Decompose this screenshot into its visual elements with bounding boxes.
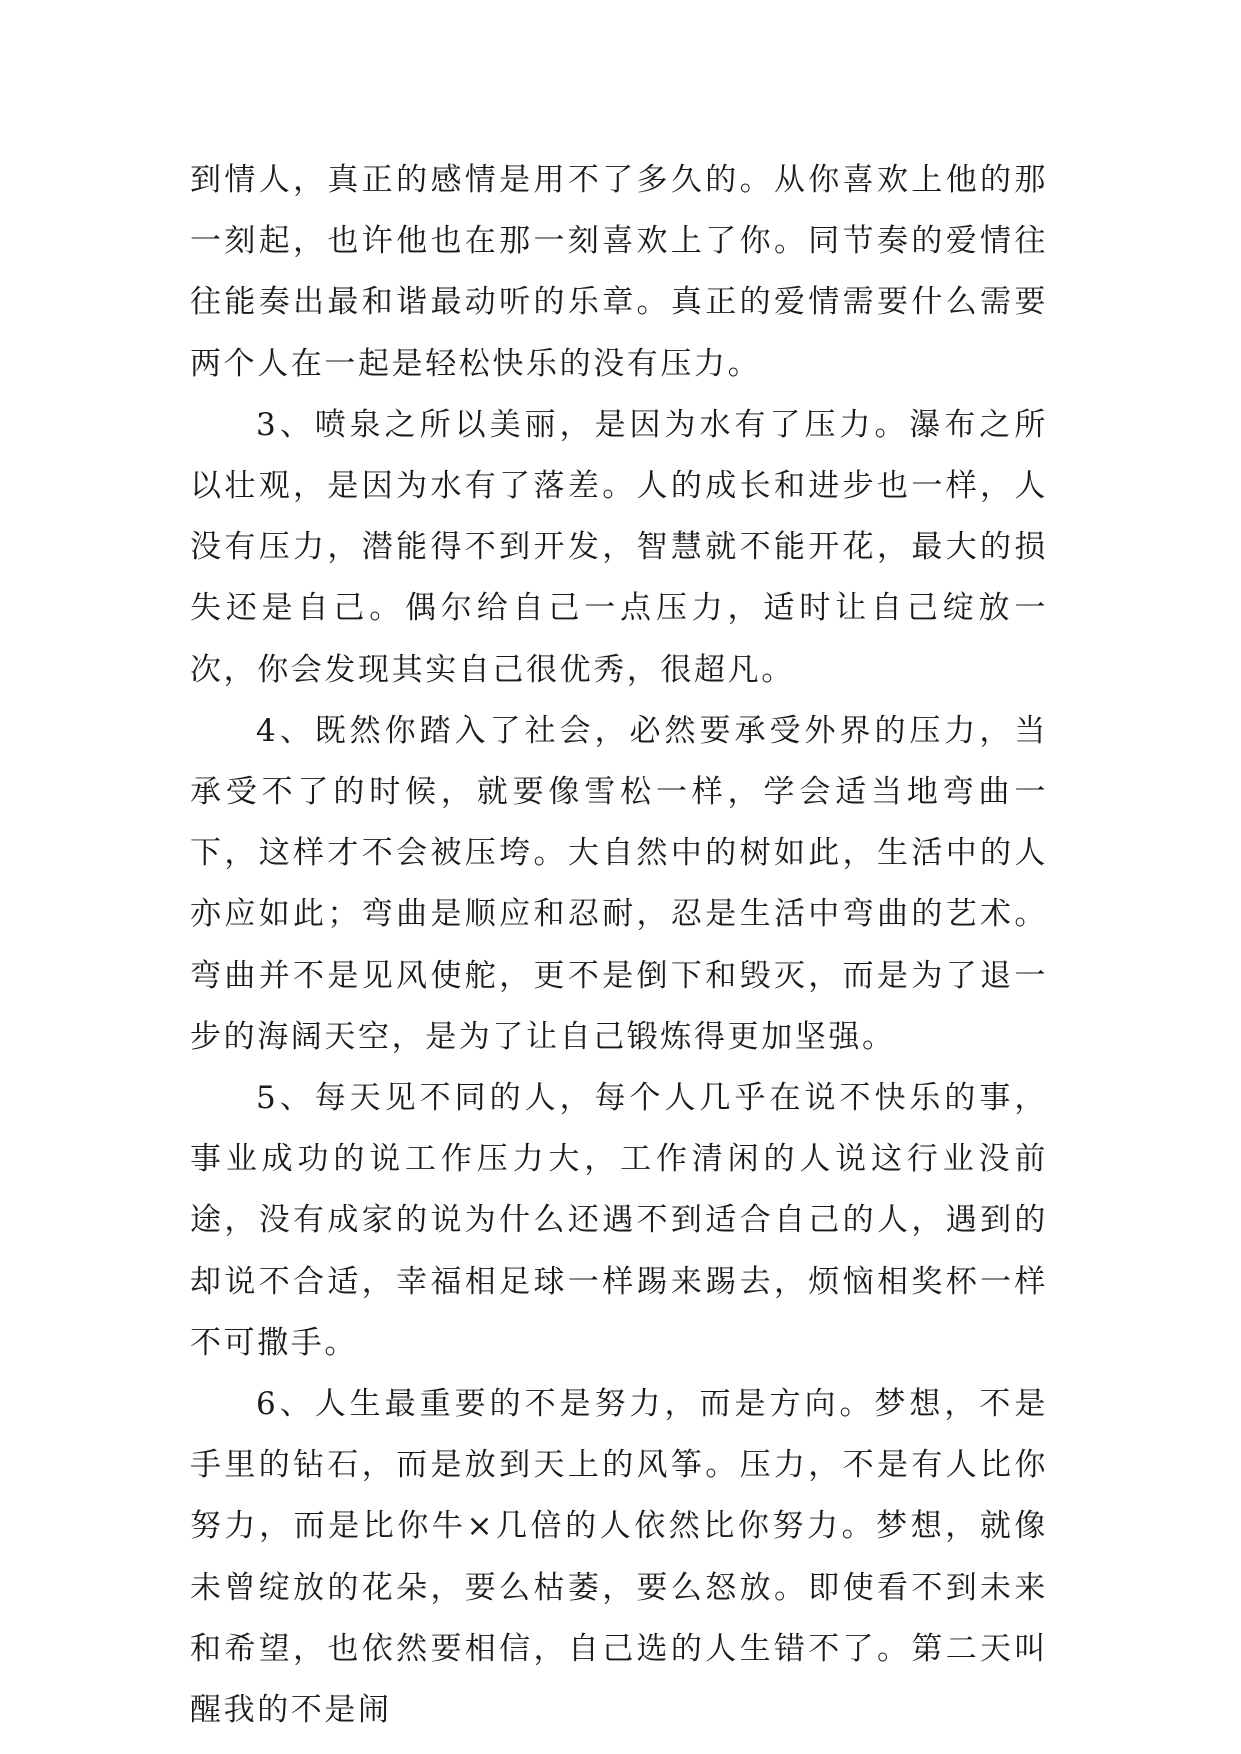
paragraph-2: 3、喷泉之所以美丽，是因为水有了压力。瀑布之所以壮观，是因为水有了落差。人的成长和进步也一样，人没有压力，潜能得不到开发，智慧就不能开花，最大的损失还是自己。偶尔给自己一点压力，适时让自己绽放一次，你会发现其实自己很优秀，很超凡。 xyxy=(190,406,1048,688)
paragraph-4: 5、每天见不同的人，每个人几乎在说不快乐的事，事业成功的说工作压力大，工作清闲的人说这行业没前途，没有成家的说为什么还遇不到适合自己的人，遇到的却说不合适，幸福相足球一样踢来踢去，烦恼相奖杯一样不可撒手。 xyxy=(190,1080,1048,1361)
body-text xyxy=(190,150,1048,1741)
paragraph-5: 6、人生最重要的不是努力，而是方向。梦想，不是手里的钻石，而是放到天上的风筝。压力，不是有人比你努力，而是比你牛×几倍的人依然比你努力。梦想，就像未曾绽放的花朵，要么枯萎，要么怒放。即使看不到未来和希望，也依然要相信，自己选的人生错不了。第二天叫醒我的不是闹 xyxy=(190,1386,1048,1729)
paragraph-3: 4、既然你踏入了社会，必然要承受外界的压力，当承受不了的时候，就要像雪松一样，学会适当地弯曲一下，这样才不会被压垮。大自然中的树如此，生活中的人亦应如此；弯曲是顺应和忍耐，忍是生活中弯曲的艺术。弯曲并不是见风使舵，更不是倒下和毁灭，而是为了退一步的海阔天空，是为了让自己锻炼得更加坚强。 xyxy=(190,712,1048,1055)
paragraph-1: 到情人，真正的感情是用不了多久的。从你喜欢上他的那一刻起，也许他也在那一刻喜欢上了你。同节奏的爱情往往能奏出最和谐最动听的乐章。真正的爱情需要什么需要两个人在一起是轻松快乐的没有压力。 xyxy=(190,162,1048,382)
